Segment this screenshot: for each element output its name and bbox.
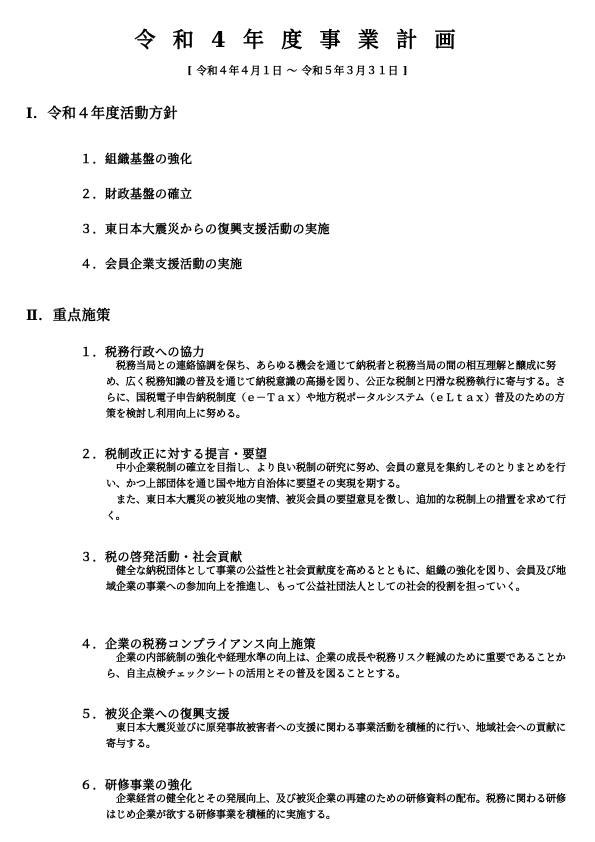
measure-paragraph: 東日本大震災並びに原発事故被害者への支援に関わる事業活動を積極的に行い、地域社会への貢献に寄与する。 — [106, 723, 566, 750]
measure-paragraph: 税務当局との連絡協調を保ち、あらゆる機会を通じて納税者と税務当局の間の相互理解と醸成に努め、広く税務知識の普及を通じて納税意識の高揚を図り、公正な税制と円滑な税務執行に寄与する。さらに、国税電子申告納税制度（ｅ－Ｔａｘ）や地方税ポータルシステム（ｅＬｔａｘ）普及のための方策を検討し利用向上に努める。 — [106, 361, 566, 420]
measure-body — [106, 792, 574, 824]
document-title: 令 和 4 年 度 事 業 計 画 — [134, 27, 461, 52]
measure-title: １．税務行政への協力 — [80, 345, 206, 359]
policy-item: ４．会員企業支援活動の実施 — [80, 257, 243, 271]
section-heading-policy: Ⅰ．令和４年度活動方針 — [26, 106, 179, 122]
measure-title: ２．税制改正に対する提言・要望 — [80, 447, 268, 461]
measure-title: ３．税の啓発活動・社会貢献 — [80, 550, 243, 564]
policy-item: ３．東日本大震災からの復興支援活動の実施 — [80, 222, 331, 236]
policy-item: ２．財政基盤の確立 — [80, 187, 193, 201]
measure-paragraph: 中小企業税制の確立を目指し、より良い税制の研究に努め、会員の意見を集約しそのとりまとめを行い、かつ上部団体を通じ国や地方自治体に要望その実現を期する。 — [106, 463, 566, 490]
measure-paragraph: 健全な納税団体として事業の公益性と社会貢献度を高めるとともに、組織の強化を図り、会員及び地域企業の事業への参加向上を推進し、もって公益社団法人としての社会的役割を担っていく。 — [106, 566, 566, 593]
section-heading-measures: Ⅱ．重点施策 — [26, 308, 111, 324]
measure-paragraph: また、東日本大震災の被災地の実情、被災会員の要望意見を徴し、追加的な税制上の措置を求めて行く。 — [106, 495, 566, 522]
policy-item: １．組織基盤の強化 — [80, 152, 193, 166]
measure-body — [106, 461, 574, 525]
measure-body — [106, 721, 574, 753]
measure-body — [106, 564, 574, 596]
fiscal-period: [ 令和４年４月１日 ～ 令和５年３月３１日 ] — [187, 65, 408, 77]
measure-title: ６．研修事業の強化 — [80, 778, 193, 792]
measure-title: ５．被災企業への復興支援 — [80, 707, 231, 721]
measure-body — [106, 359, 574, 423]
measure-body — [106, 651, 574, 683]
measure-title: ４．企業の税務コンプライアンス向上施策 — [80, 637, 316, 651]
measure-paragraph: 企業の内部統制の強化や経理水準の向上は、企業の成長や税務リスク軽減のために重要であることから、自主点検チェックシートの活用とその普及を図ることとする。 — [106, 653, 566, 680]
measure-paragraph: 企業経営の健全化とその発展向上、及び被災企業の再建のための研修資料の配布。税務に関わる研修はじめ企業が欲する研修事業を積極的に実施する。 — [106, 794, 566, 821]
